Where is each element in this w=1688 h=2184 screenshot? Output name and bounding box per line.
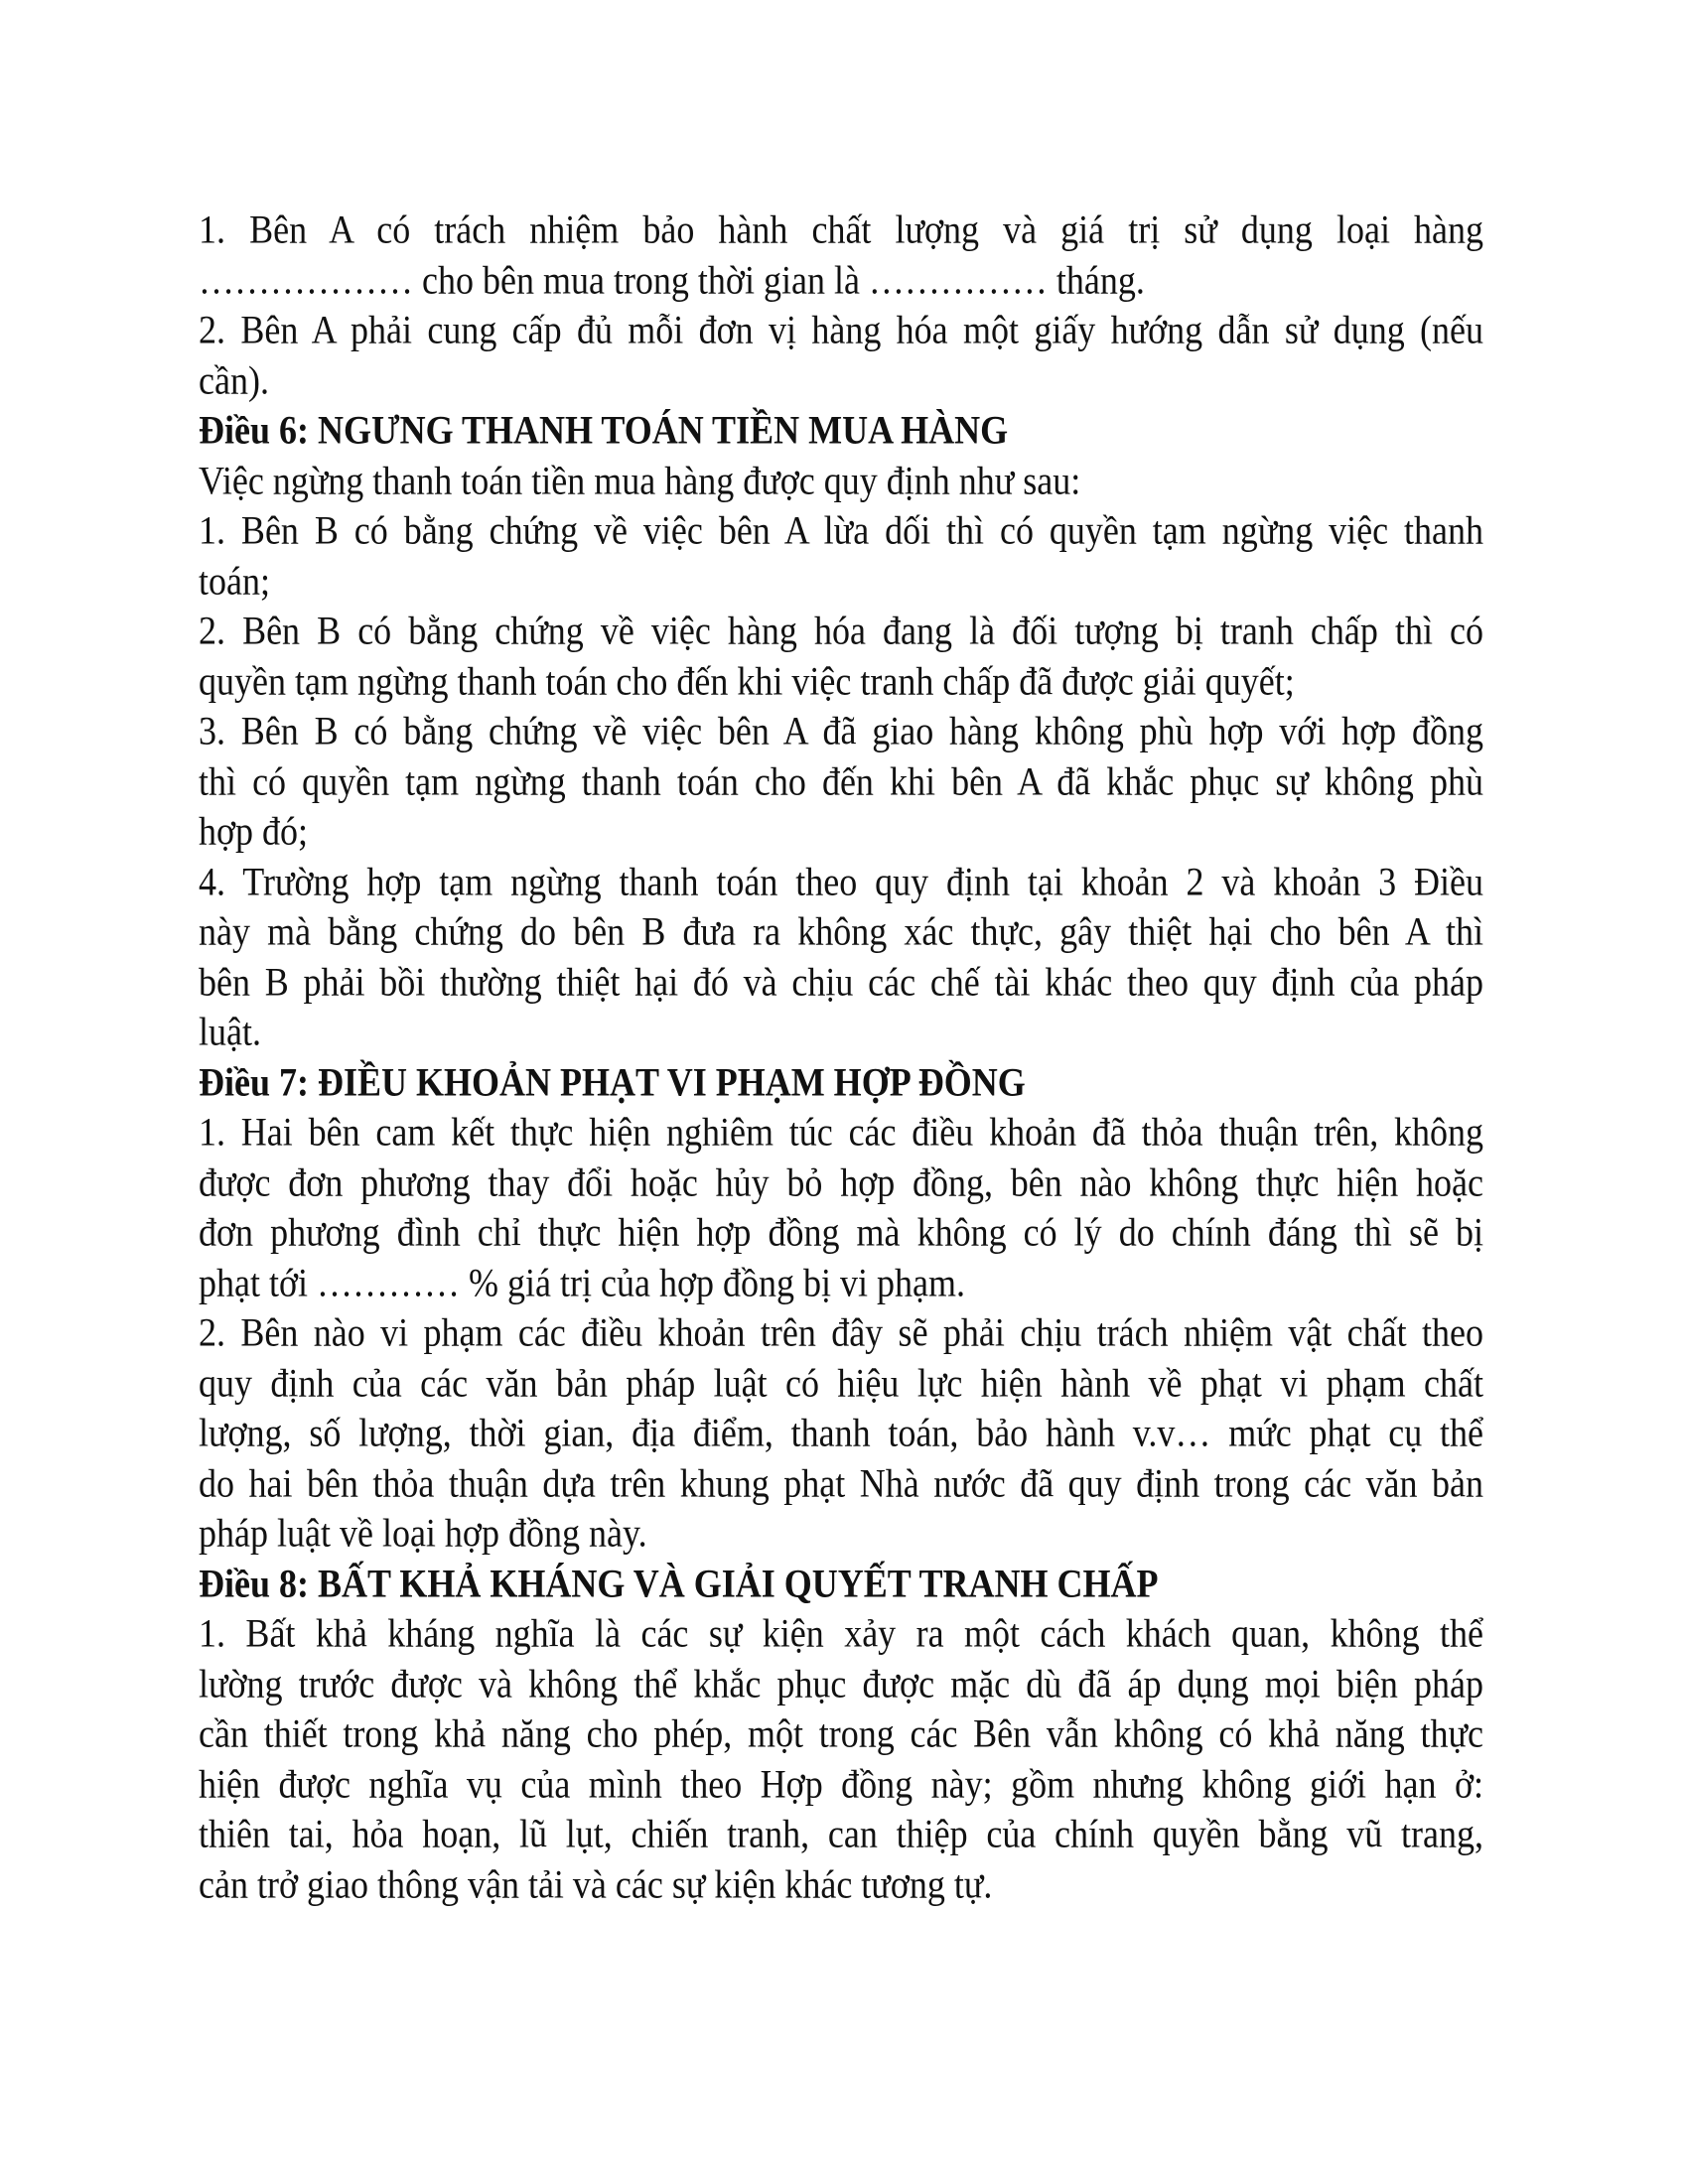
text-line: thiên tai, hỏa hoạn, lũ lụt, chiến tranh, can thiệp của chính quyền bằng vũ trang, [199,1811,1483,1856]
text-line: cần). [199,357,269,402]
text-line: lường trước được và không thể khắc phục được mặc dù đã áp dụng mọi biện pháp [199,1661,1483,1706]
text-line: được đơn phương thay đổi hoặc hủy bỏ hợp đồng, bên nào không thực hiện hoặc [199,1160,1483,1204]
document-page [199,205,1483,1909]
text-line: luật. [199,1009,261,1054]
text-line: bên B phải bồi thường thiệt hại đó và chịu các chế tài khác theo quy định của pháp [199,959,1483,1004]
text-line: phạt tới ………… % giá trị của hợp đồng bị vi phạm. [199,1260,965,1304]
text-line: 2. Bên nào vi phạm các điều khoản trên đây sẽ phải chịu trách nhiệm vật chất theo [199,1309,1483,1355]
text-line: đơn phương đình chỉ thực hiện hợp đồng mà không có lý do chính đáng thì sẽ bị [199,1209,1483,1255]
text-line: 3. Bên B có bằng chứng về việc bên A đã giao hàng không phù hợp với hợp đồng [199,708,1483,753]
text-line: ……………… cho bên mua trong thời gian là …………… tháng. [199,257,1145,302]
text-line: do hai bên thỏa thuận dựa trên khung phạt Nhà nước đã quy định trong các văn bản [199,1460,1483,1505]
text-line: cản trở giao thông vận tải và các sự kiện khác tương tự. [199,1861,993,1906]
text-line: thì có quyền tạm ngừng thanh toán cho đến khi bên A đã khắc phục sự không phù [199,758,1483,803]
section-heading: Điều 7: ĐIỀU KHOẢN PHẠT VI PHẠM HỢP ĐỒNG [199,1059,1026,1104]
text-line: Việc ngừng thanh toán tiền mua hàng được quy định như sau: [199,458,1081,502]
text-line: quyền tạm ngừng thanh toán cho đến khi việc tranh chấp đã được giải quyết; [199,658,1295,703]
text-line: pháp luật về loại hợp đồng này. [199,1510,647,1556]
text-line: 2. Bên A phải cung cấp đủ mỗi đơn vị hàng hóa một giấy hướng dẫn sử dụng (nếu [199,307,1483,352]
text-line: 4. Trường hợp tạm ngừng thanh toán theo quy định tại khoản 2 và khoản 3 Điều [199,859,1483,903]
text-line: lượng, số lượng, thời gian, địa điểm, thanh toán, bảo hành v.v… mức phạt cụ thể [199,1410,1483,1455]
text-line: hiện được nghĩa vụ của mình theo Hợp đồng này; gồm nhưng không giới hạn ở: [199,1761,1483,1806]
section-heading: Điều 6: NGƯNG THANH TOÁN TIỀN MUA HÀNG [199,407,1009,453]
text-line: 1. Bên A có trách nhiệm bảo hành chất lượng và giá trị sử dụng loại hàng [199,206,1483,252]
text-line: 1. Bên B có bằng chứng về việc bên A lừa dối thì có quyền tạm ngừng việc thanh [199,507,1483,553]
text-line: này mà bằng chứng do bên B đưa ra không xác thực, gây thiệt hại cho bên A thì [199,908,1483,954]
text-line: hợp đó; [199,808,309,854]
text-line: quy định của các văn bản pháp luật có hiệu lực hiện hành về phạt vi phạm chất [199,1360,1483,1405]
section-heading: Điều 8: BẤT KHẢ KHÁNG VÀ GIẢI QUYẾT TRANH CHẤP [199,1561,1159,1605]
text-line: cần thiết trong khả năng cho phép, một trong các Bên vẫn không có khả năng thực [199,1710,1483,1756]
text-line: 1. Hai bên cam kết thực hiện nghiêm túc các điều khoản đã thỏa thuận trên, không [199,1109,1483,1155]
text-line: 2. Bên B có bằng chứng về việc hàng hóa đang là đối tượng bị tranh chấp thì có [199,608,1483,653]
text-line: 1. Bất khả kháng nghĩa là các sự kiện xảy ra một cách khách quan, không thể [199,1610,1483,1656]
text-line: toán; [199,558,270,603]
